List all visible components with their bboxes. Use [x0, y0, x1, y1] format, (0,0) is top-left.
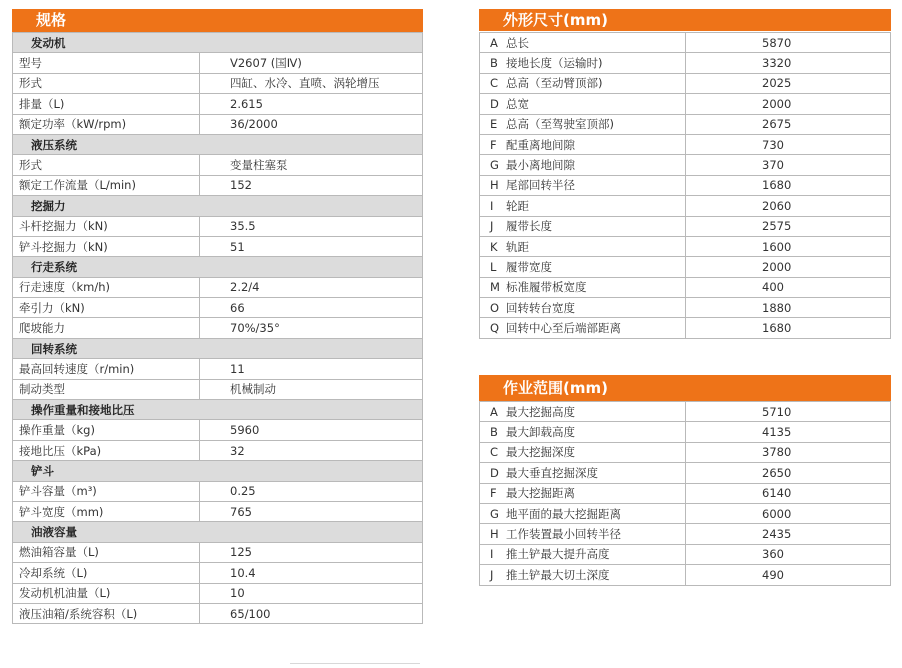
spec-section-row — [13, 522, 423, 542]
spec-row — [13, 583, 423, 603]
dimensions-title: 外形尺寸(mm) — [479, 9, 891, 31]
spec-row — [13, 318, 423, 338]
dimension-label-cell — [480, 134, 686, 154]
spec-row — [13, 359, 423, 379]
dimension-row — [480, 216, 891, 236]
dimension-label: 总长 — [506, 35, 529, 50]
section-heading: 挖掘力 — [13, 196, 423, 216]
dimension-label: 标准履带板宽度 — [506, 280, 587, 295]
spec-value: 32 — [200, 440, 423, 460]
dimension-label: 履带长度 — [506, 219, 552, 234]
dimension-label-cell — [480, 155, 686, 175]
dimension-label: 最小离地间隙 — [506, 158, 575, 173]
working-range-label-cell — [480, 524, 686, 544]
spec-row — [13, 175, 423, 195]
working-range-label-cell — [480, 565, 686, 585]
working-range-letter: I — [490, 547, 494, 562]
spec-value: 66 — [200, 298, 423, 318]
section-heading: 行走系统 — [13, 257, 423, 277]
working-range-letter: B — [490, 425, 498, 440]
dimension-value: 730 — [686, 134, 891, 154]
working-range-value: 3780 — [686, 442, 891, 462]
spec-label: 形式 — [13, 155, 200, 175]
spec-label: 最高回转速度（r/min) — [13, 359, 200, 379]
spec-label: 排量（L) — [13, 94, 200, 114]
working-range-letter: A — [490, 404, 498, 419]
working-range-table — [479, 401, 891, 586]
dimensions-panel — [479, 9, 891, 339]
dimension-row — [480, 33, 891, 53]
dimension-row — [480, 196, 891, 216]
working-range-letter: H — [490, 527, 499, 542]
spec-section-row — [13, 257, 423, 277]
dimension-value: 2000 — [686, 257, 891, 277]
spec-label: 铲斗挖掘力（kN) — [13, 236, 200, 256]
spec-value: 765 — [200, 501, 423, 521]
working-range-row — [480, 422, 891, 442]
spec-row — [13, 53, 423, 73]
working-range-row — [480, 442, 891, 462]
spec-value: 5960 — [200, 420, 423, 440]
spec-label: 制动类型 — [13, 379, 200, 399]
spec-label: 冷却系统（L) — [13, 563, 200, 583]
spec-label: 铲斗宽度（mm) — [13, 501, 200, 521]
dimension-letter: B — [490, 56, 498, 71]
spec-label: 接地比压（kPa) — [13, 440, 200, 460]
dimension-row — [480, 298, 891, 318]
working-range-value: 6000 — [686, 503, 891, 523]
spec-row — [13, 216, 423, 236]
spec-row — [13, 236, 423, 256]
spec-section-row — [13, 461, 423, 481]
section-heading: 液压系统 — [13, 134, 423, 154]
spec-value: 10.4 — [200, 563, 423, 583]
dimension-letter: O — [490, 300, 500, 315]
working-range-label: 最大卸载高度 — [506, 425, 575, 440]
spec-table — [12, 32, 423, 624]
working-range-label: 最大挖掘距离 — [506, 486, 575, 501]
dimension-label: 履带宽度 — [506, 259, 552, 274]
dimension-row — [480, 175, 891, 195]
dimension-label-cell — [480, 257, 686, 277]
dimension-row — [480, 277, 891, 297]
working-range-label: 推土铲最大切土深度 — [506, 567, 610, 582]
spec-row — [13, 603, 423, 623]
spec-value: 70%/35° — [200, 318, 423, 338]
working-range-title: 作业范围(mm) — [479, 375, 891, 401]
spec-row — [13, 155, 423, 175]
spec-row — [13, 114, 423, 134]
spec-title: 规格 — [12, 9, 423, 32]
dimension-label-cell — [480, 53, 686, 73]
working-range-label: 最大挖掘高度 — [506, 404, 575, 419]
dimension-label-cell — [480, 73, 686, 93]
working-range-row — [480, 565, 891, 585]
section-heading: 油液容量 — [13, 522, 423, 542]
spec-value: 35.5 — [200, 216, 423, 236]
dimension-label: 配重离地间隙 — [506, 137, 575, 152]
spec-row — [13, 73, 423, 93]
dimension-value: 2000 — [686, 94, 891, 114]
spec-label: 操作重量（kg) — [13, 420, 200, 440]
dimension-value: 1680 — [686, 175, 891, 195]
footer-divider — [290, 663, 420, 664]
spec-row — [13, 563, 423, 583]
dimension-row — [480, 257, 891, 277]
working-range-row — [480, 463, 891, 483]
spec-value: V2607 (国Ⅳ) — [200, 53, 423, 73]
dimension-letter: K — [490, 239, 498, 254]
spec-row — [13, 298, 423, 318]
dimension-label: 总高（至动臂顶部) — [506, 76, 603, 91]
spec-label: 发动机机油量（L) — [13, 583, 200, 603]
working-range-panel — [479, 375, 891, 586]
spec-label: 形式 — [13, 73, 200, 93]
spec-value: 11 — [200, 359, 423, 379]
dimension-label: 尾部回转半径 — [506, 178, 575, 193]
dimension-label: 总高（至驾驶室顶部) — [506, 117, 614, 132]
spec-row — [13, 94, 423, 114]
section-heading: 操作重量和接地比压 — [13, 400, 423, 420]
working-range-letter: J — [490, 567, 494, 582]
dimension-label-cell — [480, 216, 686, 236]
working-range-label: 最大垂直挖掘深度 — [506, 465, 598, 480]
dimension-letter: I — [490, 198, 494, 213]
working-range-value: 2650 — [686, 463, 891, 483]
working-range-label: 地平面的最大挖掘距离 — [506, 506, 621, 521]
working-range-row — [480, 503, 891, 523]
spec-value: 51 — [200, 236, 423, 256]
spec-value: 变量柱塞泵 — [200, 155, 423, 175]
spec-row — [13, 481, 423, 501]
spec-value: 2.615 — [200, 94, 423, 114]
dimension-row — [480, 94, 891, 114]
working-range-label-cell — [480, 442, 686, 462]
working-range-label: 最大挖掘深度 — [506, 445, 575, 460]
spec-value: 机械制动 — [200, 379, 423, 399]
working-range-label-cell — [480, 463, 686, 483]
spec-section-row — [13, 338, 423, 358]
dimension-value: 400 — [686, 277, 891, 297]
working-range-value: 6140 — [686, 483, 891, 503]
dimension-label: 总宽 — [506, 96, 529, 111]
dimension-label-cell — [480, 33, 686, 53]
dimension-letter: Q — [490, 321, 500, 336]
dimension-label-cell — [480, 277, 686, 297]
spec-section-row — [13, 196, 423, 216]
dimension-value: 2675 — [686, 114, 891, 134]
spec-label: 行走速度（km/h) — [13, 277, 200, 297]
dimension-label-cell — [480, 236, 686, 256]
dimension-row — [480, 73, 891, 93]
spec-value: 2.2/4 — [200, 277, 423, 297]
working-range-letter: C — [490, 445, 499, 460]
dimension-row — [480, 155, 891, 175]
dimension-letter: E — [490, 117, 498, 132]
working-range-row — [480, 544, 891, 564]
dimension-letter: M — [490, 280, 500, 295]
dimension-label: 回转转台宽度 — [506, 300, 575, 315]
dimension-label-cell — [480, 114, 686, 134]
dimension-letter: G — [490, 158, 499, 173]
working-range-label-cell — [480, 402, 686, 422]
working-range-value: 5710 — [686, 402, 891, 422]
spec-row — [13, 501, 423, 521]
spec-value: 36/2000 — [200, 114, 423, 134]
dimension-row — [480, 114, 891, 134]
spec-value: 152 — [200, 175, 423, 195]
dimension-letter: L — [490, 259, 497, 274]
dimension-value: 1600 — [686, 236, 891, 256]
dimension-row — [480, 318, 891, 338]
working-range-letter: D — [490, 465, 499, 480]
dimension-label-cell — [480, 298, 686, 318]
dimension-letter: F — [490, 137, 497, 152]
spec-label: 爬坡能力 — [13, 318, 200, 338]
dimension-label: 轮距 — [506, 198, 529, 213]
dimension-label-cell — [480, 175, 686, 195]
spec-label: 液压油箱/系统容积（L) — [13, 603, 200, 623]
spec-row — [13, 379, 423, 399]
working-range-label: 工作装置最小回转半径 — [506, 527, 621, 542]
spec-row — [13, 277, 423, 297]
working-range-label-cell — [480, 483, 686, 503]
spec-label: 额定工作流量（L/min) — [13, 175, 200, 195]
dimension-row — [480, 134, 891, 154]
dimension-letter: J — [490, 219, 494, 234]
working-range-label-cell — [480, 503, 686, 523]
spec-label: 铲斗容量（m³) — [13, 481, 200, 501]
dimension-value: 2060 — [686, 196, 891, 216]
working-range-label-cell — [480, 422, 686, 442]
working-range-label: 推土铲最大提升高度 — [506, 547, 610, 562]
dimension-row — [480, 236, 891, 256]
spec-row — [13, 542, 423, 562]
section-heading: 铲斗 — [13, 461, 423, 481]
dimension-row — [480, 53, 891, 73]
spec-label: 牵引力（kN) — [13, 298, 200, 318]
dimension-value: 1680 — [686, 318, 891, 338]
dimension-letter: A — [490, 35, 498, 50]
working-range-value: 490 — [686, 565, 891, 585]
working-range-value: 4135 — [686, 422, 891, 442]
section-heading: 回转系统 — [13, 338, 423, 358]
dimension-label-cell — [480, 196, 686, 216]
spec-value: 125 — [200, 542, 423, 562]
working-range-value: 360 — [686, 544, 891, 564]
working-range-letter: F — [490, 486, 497, 501]
section-heading: 发动机 — [13, 33, 423, 53]
dimension-label: 回转中心至后端部距离 — [506, 321, 621, 336]
dimension-value: 2025 — [686, 73, 891, 93]
spec-label: 斗杆挖掘力（kN) — [13, 216, 200, 236]
working-range-letter: G — [490, 506, 499, 521]
spec-row — [13, 440, 423, 460]
spec-value: 65/100 — [200, 603, 423, 623]
dimension-letter: D — [490, 96, 499, 111]
spec-section-row — [13, 134, 423, 154]
dimension-value: 2575 — [686, 216, 891, 236]
dimension-label: 轨距 — [506, 239, 529, 254]
spec-section-row — [13, 400, 423, 420]
working-range-row — [480, 483, 891, 503]
dimension-value: 5870 — [686, 33, 891, 53]
dimension-value: 1880 — [686, 298, 891, 318]
spec-section-row — [13, 33, 423, 53]
dimension-label-cell — [480, 318, 686, 338]
working-range-value: 2435 — [686, 524, 891, 544]
working-range-row — [480, 524, 891, 544]
spec-row — [13, 420, 423, 440]
dimension-label-cell — [480, 94, 686, 114]
dimension-value: 370 — [686, 155, 891, 175]
spec-value: 四缸、水冷、直喷、涡轮增压 — [200, 73, 423, 93]
spec-panel — [12, 9, 423, 624]
spec-value: 10 — [200, 583, 423, 603]
dimension-letter: C — [490, 76, 499, 91]
working-range-label-cell — [480, 544, 686, 564]
spec-label: 额定功率（kW/rpm) — [13, 114, 200, 134]
dimension-label: 接地长度（运输时) — [506, 56, 603, 71]
dimension-letter: H — [490, 178, 499, 193]
working-range-row — [480, 402, 891, 422]
dimensions-table — [479, 32, 891, 339]
spec-label: 型号 — [13, 53, 200, 73]
spec-label: 燃油箱容量（L) — [13, 542, 200, 562]
dimension-value: 3320 — [686, 53, 891, 73]
spec-value: 0.25 — [200, 481, 423, 501]
